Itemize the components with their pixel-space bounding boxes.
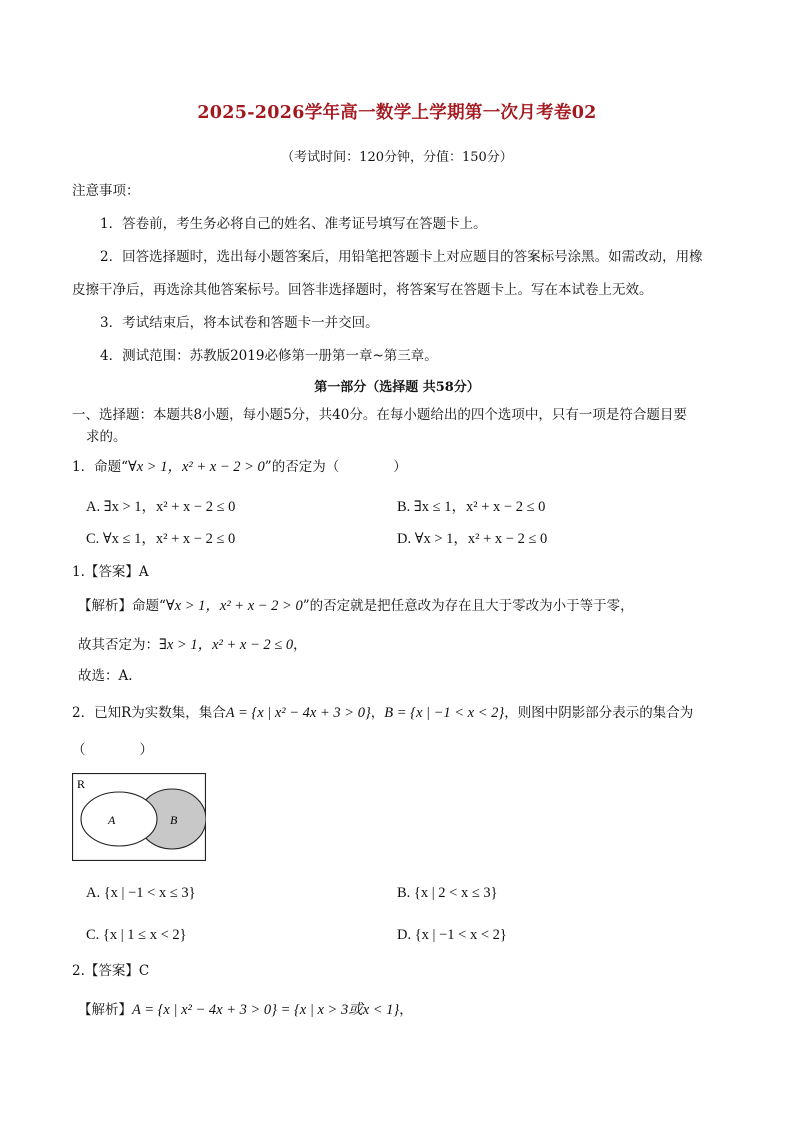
question-1-explanation-line-3: 故选：A.	[78, 668, 133, 684]
exam-title: 2025-2026学年高一数学上学期第一次月考卷02	[197, 103, 597, 123]
question-1-answer: 1.【答案】A	[72, 564, 149, 580]
q1-exp-line2-prefix: 故其否定为：	[78, 637, 159, 653]
question-1-proposition: ∀x > 1，x² + x − 2 > 0	[128, 459, 265, 475]
q1-exp-line2-math: ∃x > 1，x² + x − 2 ≤ 0	[159, 637, 294, 653]
venn-universe-label: R	[77, 777, 86, 791]
q2-set-a: A = {x | x² − 4x + 3 > 0}	[225, 705, 371, 721]
question-1-prefix: 1．命题“	[72, 459, 128, 475]
question-2-option-d: D. {x | −1 < x < 2}	[397, 927, 507, 943]
q2-comma: ，	[370, 705, 385, 721]
q2-exp-math: A = {x | x² − 4x + 3 > 0} = {x | x > 3或x < 1}	[132, 1002, 400, 1018]
notice-heading: 注意事项：	[72, 183, 140, 199]
section-intro-line-1: 一、选择题：本题共8小题，每小题5分，共40分。在每小题给出的四个选项中，只有一项是符合题目要	[72, 407, 687, 423]
q2-set-b: B = {x | −1 < x < 2}	[384, 705, 505, 721]
question-2-option-a: A. {x | −1 < x ≤ 3}	[86, 885, 196, 901]
notice-item-4: 4．测试范围：苏教版2019必修第一册第一章~第三章。	[100, 348, 438, 364]
part1-heading: 第一部分（选择题 共58分）	[314, 380, 480, 395]
question-1-explanation-line-1	[78, 596, 634, 616]
q1-exp-prefix: 【解析】命题“	[78, 598, 166, 614]
question-1-option-d: D. ∀x > 1，x² + x − 2 ≤ 0	[397, 531, 548, 547]
question-2-option-b: B. {x | 2 < x ≤ 3}	[397, 885, 498, 901]
q1-exp-proposition: ∀x > 1，x² + x − 2 > 0	[165, 598, 303, 614]
question-2-answer: 2.【答案】C	[72, 963, 150, 979]
notice-item-3: 3．考试结束后，将本试卷和答题卡一并交回。	[100, 315, 379, 331]
question-1-option-b: B. ∃x ≤ 1，x² + x − 2 ≤ 0	[397, 499, 546, 515]
q2-exp-prefix: 【解析】	[78, 1002, 132, 1018]
venn-label-b: B	[170, 813, 178, 827]
q1-exp-suffix: ”的否定就是把任意改为存在且大于零改为小于等于零，	[302, 598, 634, 614]
exam-subtitle: （考试时间：120分钟，分值：150分）	[281, 150, 513, 165]
question-2-stem	[72, 703, 693, 723]
notice-item-1: 1．答卷前，考生务必将自己的姓名、准考证号填写在答题卡上。	[100, 216, 487, 232]
venn-label-a: A	[108, 813, 116, 827]
notice-item-2-line-1: 2．回答选择题时，选出每小题答案后，用铅笔把答题卡上对应题目的答案标号涂黑。如需改动，用橡	[100, 249, 703, 265]
question-2-paren: （ ）	[72, 742, 153, 758]
question-1-option-c: C. ∀x ≤ 1，x² + x − 2 ≤ 0	[86, 531, 236, 547]
q2-suffix: ，则图中阴影部分表示的集合为	[504, 705, 694, 721]
question-2-option-c: C. {x | 1 ≤ x < 2}	[86, 927, 187, 943]
venn-set-a-ellipse	[81, 792, 157, 846]
q2-exp-suffix: ，	[399, 1002, 413, 1018]
venn-diagram	[72, 773, 206, 861]
q2-prefix: 2．已知R为实数集，集合	[72, 705, 226, 721]
question-1-stem	[72, 457, 407, 477]
q1-exp-line2-suffix: ，	[293, 637, 307, 653]
notice-item-2-line-2: 皮擦干净后，再选涂其他答案标号。回答非选择题时，将答案写在答题卡上。写在本试卷上无效。	[72, 282, 653, 298]
question-1-option-a: A. ∃x > 1，x² + x − 2 ≤ 0	[86, 499, 236, 515]
question-1-explanation-line-2	[78, 635, 307, 655]
section-intro-line-2: 求的。	[86, 429, 127, 445]
question-1-suffix: ”的否定为（ ）	[264, 459, 407, 475]
question-2-explanation-line-1	[78, 1000, 413, 1020]
